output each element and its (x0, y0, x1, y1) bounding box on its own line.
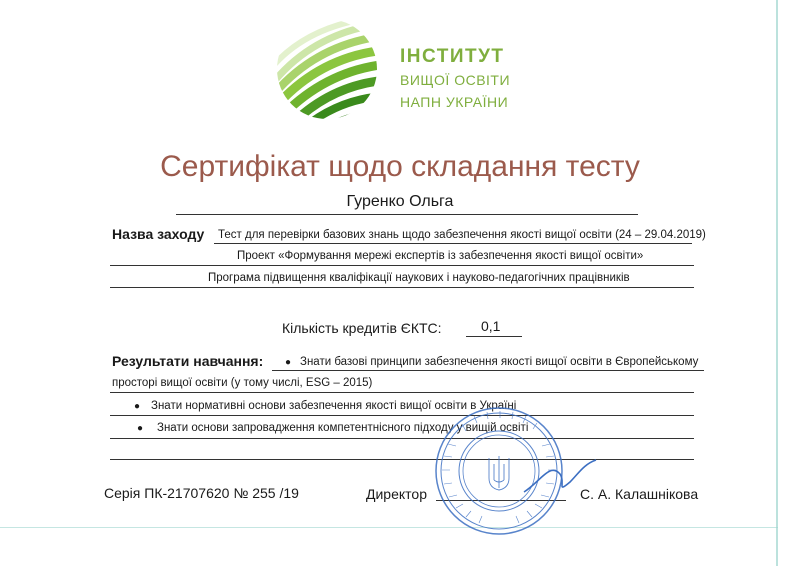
result-line-3: Знати нормативні основи забезпечення якості вищої освіти в Україні (151, 400, 517, 412)
recipient-name: Гуренко Ольга (346, 193, 454, 210)
results-underline-3 (110, 415, 694, 416)
bullet: ● (137, 423, 144, 434)
official-stamp (432, 404, 566, 538)
institute-logo (262, 14, 392, 124)
event-label: Назва заходу (112, 226, 205, 242)
director-name: С. А. Калашнікова (580, 486, 699, 502)
event-line-2: Проект «Формування мережі експертів із забезпечення якості вищої освіти» (237, 250, 644, 262)
event-line-1: Тест для перевірки базових знань щодо забезпечення якості вищої освіти (24 – 29.04.2019) (218, 229, 706, 241)
certificate-title: Сертифікат щодо складання тесту (160, 150, 640, 183)
bullet: ● (285, 357, 292, 368)
result-line-1: Знати базові принципи забезпечення якості вищої освіти в Європейському (300, 356, 699, 368)
credits-underline (466, 336, 522, 337)
credits-label: Кількість кредитів ЄКТС: (282, 320, 442, 336)
credits-value: 0,1 (481, 318, 501, 334)
page-edge-bottom (0, 527, 778, 528)
results-underline-2 (110, 392, 694, 393)
page-edge (776, 0, 778, 566)
director-label: Директор (366, 486, 427, 502)
event-line-3: Програма підвищення кваліфікації наукових і науково-педагогічних працівників (208, 272, 630, 284)
bullet: ● (134, 401, 141, 412)
results-underline-4 (110, 438, 694, 439)
institute-name-line3: НАПН УКРАЇНИ (400, 94, 509, 110)
institute-name-line2: ВИЩОЇ ОСВІТИ (400, 72, 511, 88)
event-underline-1 (214, 243, 692, 244)
institute-name-line1: ІНСТИТУТ (400, 46, 505, 67)
results-label: Результати навчання: (112, 353, 264, 369)
results-underline-1 (272, 370, 704, 371)
result-line-2: просторі вищої освіти (у тому числі, ESG – 2015) (112, 377, 373, 389)
results-underline-5 (110, 459, 694, 460)
event-underline-2 (110, 265, 694, 266)
series-number: Серія ПК-21707620 № 255 /19 (104, 485, 299, 501)
recipient-underline (176, 214, 638, 215)
result-line-4: Знати основи запровадження компетентнісного підходу у вищій освіті (157, 422, 529, 434)
event-underline-3 (110, 287, 694, 288)
